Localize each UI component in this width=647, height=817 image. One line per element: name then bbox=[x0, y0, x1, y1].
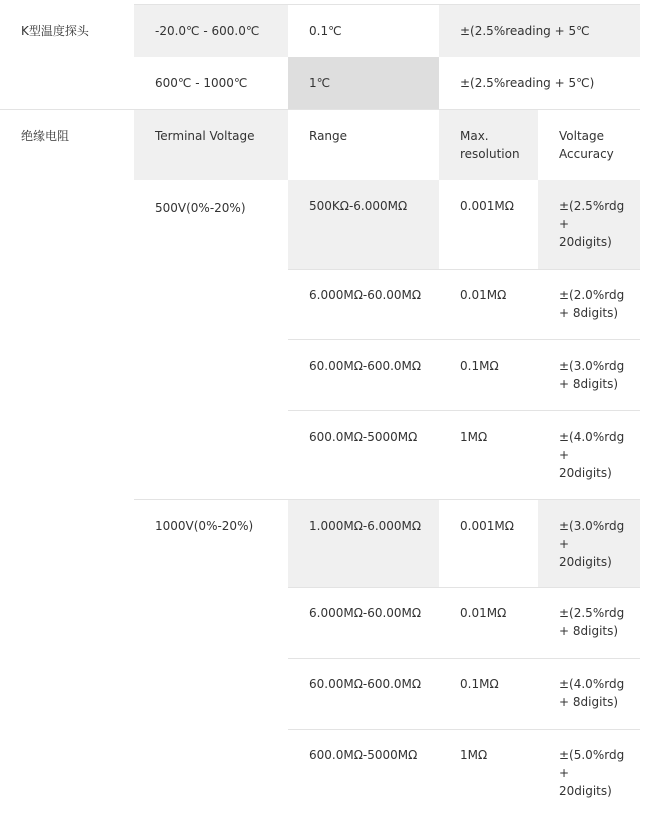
header-terminal-voltage: Terminal Voltage bbox=[134, 110, 288, 180]
accuracy-cell: ±(4.0%rdg + 8digits) bbox=[538, 658, 640, 729]
accuracy-cell: ±(5.0%rdg + 20digits) bbox=[538, 729, 640, 817]
row-divider bbox=[288, 729, 640, 730]
range-cell: 600.0MΩ-5000MΩ bbox=[288, 411, 439, 499]
range-cell: 600.0MΩ-5000MΩ bbox=[288, 729, 439, 817]
range-cell: 500KΩ-6.000MΩ bbox=[288, 180, 439, 269]
accuracy-cell: ±(4.0%rdg + 20digits) bbox=[538, 411, 640, 499]
insulation-category: 绝缘电阻 bbox=[0, 110, 134, 817]
resolution-cell: 0.1MΩ bbox=[439, 658, 538, 729]
resolution-cell: 1MΩ bbox=[439, 729, 538, 817]
k-probe-range: -20.0℃ - 600.0℃ bbox=[134, 5, 288, 57]
accuracy-cell: ±(2.5%rdg + 8digits) bbox=[538, 587, 640, 658]
resolution-cell: 0.01MΩ bbox=[439, 587, 538, 658]
range-cell: 60.00MΩ-600.0MΩ bbox=[288, 658, 439, 729]
terminal-voltage-cell: 500V(0%-20%) bbox=[134, 180, 288, 499]
resolution-cell: 0.1MΩ bbox=[439, 340, 538, 411]
k-probe-range: 600℃ - 1000℃ bbox=[134, 57, 288, 109]
terminal-voltage-cell: 1000V(0%-20%) bbox=[134, 500, 288, 817]
row-divider bbox=[288, 410, 640, 411]
row-divider bbox=[288, 339, 640, 340]
k-probe-resolution: 0.1℃ bbox=[288, 5, 439, 57]
header-max-resolution: Max. resolution bbox=[439, 110, 538, 180]
accuracy-cell: ±(2.0%rdg + 8digits) bbox=[538, 269, 640, 340]
accuracy-cell: ±(2.5%rdg + 20digits) bbox=[538, 180, 640, 269]
resolution-cell: 0.01MΩ bbox=[439, 269, 538, 340]
k-probe-category: K型温度探头 bbox=[0, 0, 134, 109]
row-divider bbox=[288, 269, 640, 270]
k-probe-accuracy: ±(2.5%reading + 5℃) bbox=[439, 57, 640, 109]
row-divider bbox=[288, 587, 640, 588]
accuracy-cell: ±(3.0%rdg + 8digits) bbox=[538, 340, 640, 411]
range-cell: 6.000MΩ-60.00MΩ bbox=[288, 587, 439, 658]
header-range: Range bbox=[288, 110, 439, 180]
resolution-cell: 0.001MΩ bbox=[439, 180, 538, 269]
row-divider bbox=[134, 499, 640, 500]
range-cell: 6.000MΩ-60.00MΩ bbox=[288, 269, 439, 340]
k-probe-resolution: 1℃ bbox=[288, 57, 439, 109]
resolution-cell: 0.001MΩ bbox=[439, 500, 538, 587]
k-probe-accuracy: ±(2.5%reading + 5℃ bbox=[439, 5, 640, 57]
header-voltage-accuracy: Voltage Accuracy bbox=[538, 110, 640, 180]
range-cell: 60.00MΩ-600.0MΩ bbox=[288, 340, 439, 411]
accuracy-cell: ±(3.0%rdg + 20digits) bbox=[538, 500, 640, 587]
range-cell: 1.000MΩ-6.000MΩ bbox=[288, 500, 439, 587]
row-divider bbox=[288, 658, 640, 659]
resolution-cell: 1MΩ bbox=[439, 411, 538, 499]
